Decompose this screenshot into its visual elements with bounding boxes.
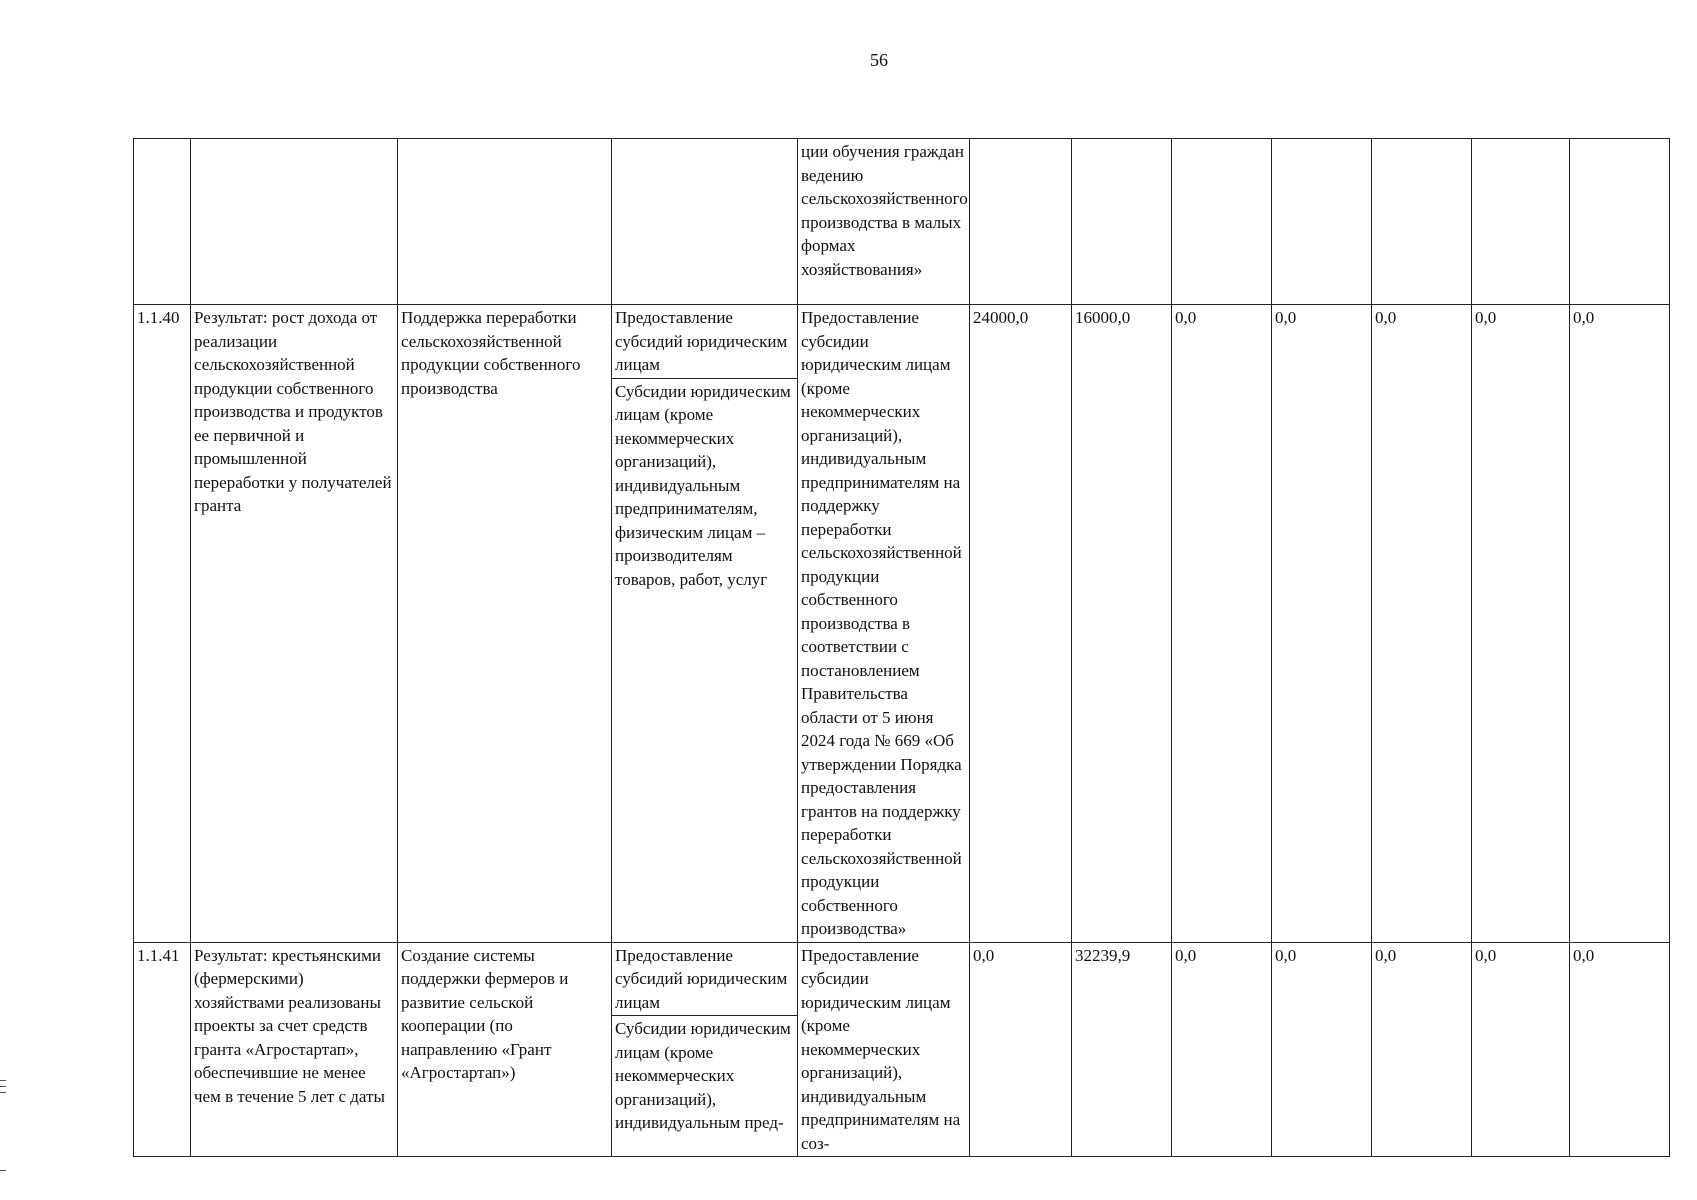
result-cell (191, 139, 398, 305)
value-cell (1072, 139, 1172, 305)
value-cell: 16000,0 (1072, 305, 1172, 943)
table-row (134, 305, 1670, 943)
expense-type-bottom: Субсидии юридическим лицам (кроме некоммерческих организаций), индивидуальным пред- (615, 1019, 791, 1132)
description-cell: Предоставление субсидии юридическим лицам (кроме некоммерческих организаций), индивидуальным предпринимателям на поддержку переработки сельскохозяйственной продукции собственного производства в соответствии с постановлением Правительства области от 5 июня 2024 года № 669 «Об утверждении Порядка предоставления грантов на поддержку переработки сельскохозяйственной продукции собственного производства» (798, 305, 970, 943)
page-number: 56 (870, 50, 888, 70)
left-margin-mark (0, 1086, 6, 1087)
row-number: 1.1.41 (134, 942, 191, 1157)
table-row (134, 139, 1670, 305)
direction-cell: Создание системы поддержки фермеров и развитие сельской кооперации (по направлению «Грант «Агростартап») (398, 942, 612, 1157)
program-table (133, 138, 1670, 1157)
value-cell: 0,0 (1570, 942, 1670, 1157)
value-cell: 24000,0 (970, 305, 1072, 943)
expense-type-cell (612, 305, 798, 943)
value-cell: 0,0 (1272, 942, 1372, 1157)
value-cell: 0,0 (1372, 305, 1472, 943)
value-cell (1372, 139, 1472, 305)
expense-type-top: Предоставление субсидий юридическим лицам (612, 306, 797, 379)
result-cell: Результат: рост дохода от реализации сельскохозяйственной продукции собственного производства и продуктов ее первичной и промышленной переработки у получателей гранта (191, 305, 398, 943)
direction-cell: Поддержка переработки сельскохозяйственной продукции собственного производства (398, 305, 612, 943)
direction-cell (398, 139, 612, 305)
value-cell: 0,0 (1272, 305, 1372, 943)
value-cell: 0,0 (1472, 942, 1570, 1157)
row-number: 1.1.40 (134, 305, 191, 943)
value-cell (1472, 139, 1570, 305)
expense-type-bottom: Субсидии юридическим лицам (кроме некоммерческих организаций), индивидуальным предпринимателям, физическим лицам – производителям товаров, работ, услуг (615, 381, 791, 589)
expense-type-cell (612, 942, 798, 1157)
value-cell: 0,0 (1570, 305, 1670, 943)
value-cell (1172, 139, 1272, 305)
left-margin-mark (0, 1170, 6, 1171)
value-cell (970, 139, 1072, 305)
value-cell (1570, 139, 1670, 305)
description-cell: Предоставление субсидии юридическим лицам (кроме некоммерческих организаций), индивидуальным предпринимателям на соз- (798, 942, 970, 1157)
left-margin-mark (0, 1092, 6, 1093)
value-cell: 0,0 (1172, 305, 1272, 943)
left-margin-mark (0, 1080, 6, 1081)
expense-type-top: Предоставление субсидий юридическим лицам (612, 944, 797, 1017)
value-cell: 0,0 (1172, 942, 1272, 1157)
value-cell: 0,0 (1472, 305, 1570, 943)
expense-type-cell (612, 139, 798, 305)
value-cell: 0,0 (1372, 942, 1472, 1157)
value-cell: 0,0 (970, 942, 1072, 1157)
result-cell: Результат: крестьянскими (фермерскими) хозяйствами реализованы проекты за счет средств гранта «Агростартап», обеспечившие не менее чем в течение 5 лет с даты (191, 942, 398, 1157)
row-number (134, 139, 191, 305)
value-cell: 32239,9 (1072, 942, 1172, 1157)
table-row (134, 942, 1670, 1157)
value-cell (1272, 139, 1372, 305)
description-cell: ции обучения граждан ведению сельскохозяйственного производства в малых формах хозяйствования» (798, 139, 970, 305)
